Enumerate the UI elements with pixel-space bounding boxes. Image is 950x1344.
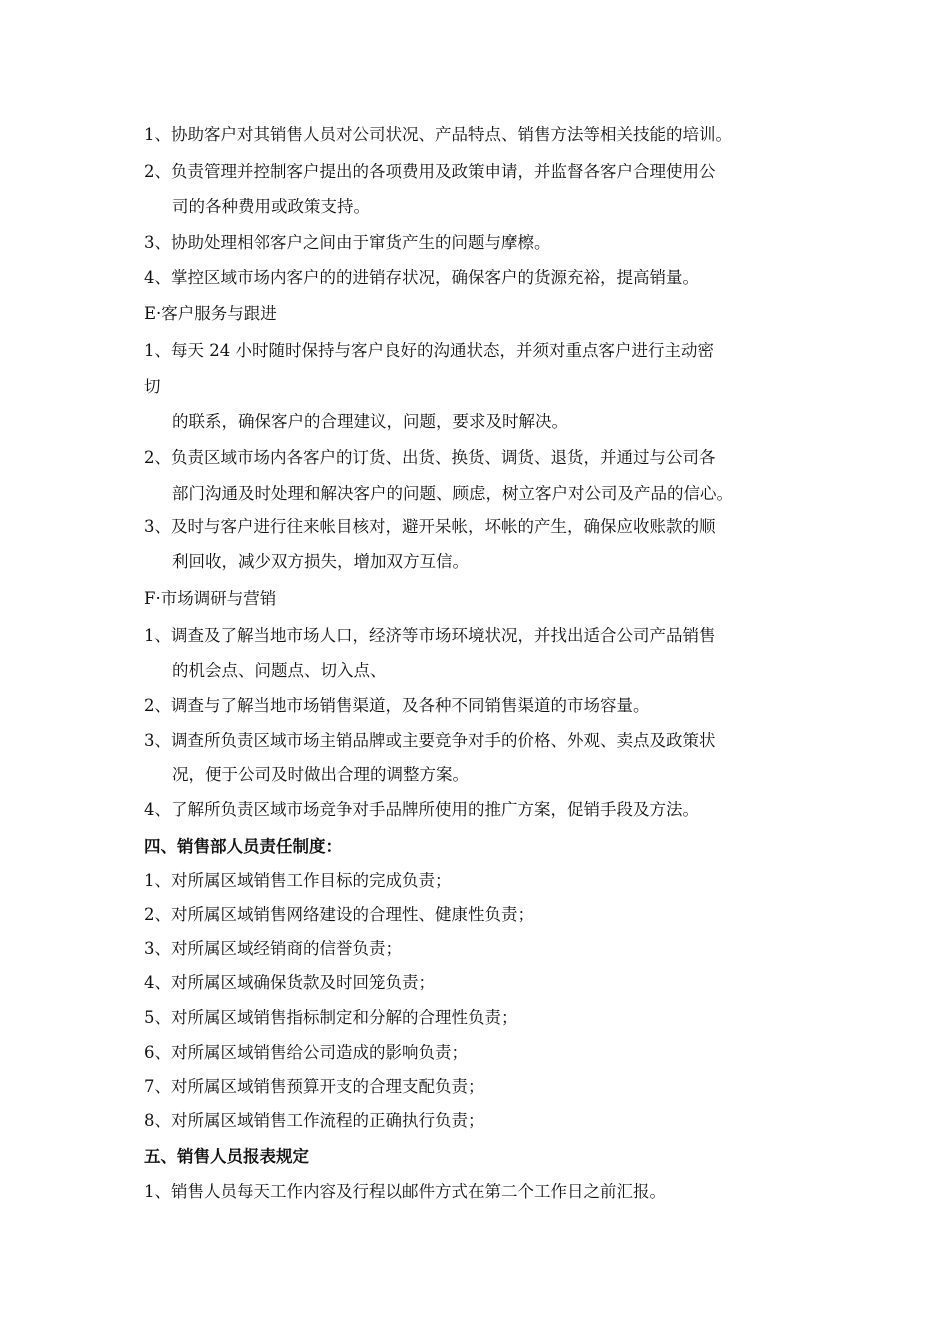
text-line: 的机会点、问题点、切入点、 [172, 661, 387, 680]
list-item: 1、对所属区域销售工作目标的完成负责； [144, 871, 452, 890]
text-line: 切 [144, 377, 161, 396]
text-line: 司的各种费用或政策支持。 [172, 197, 370, 216]
list-item: 7、对所属区域销售预算开支的合理支配负责； [144, 1077, 485, 1096]
list-item: 6、对所属区域销售给公司造成的影响负责； [144, 1043, 468, 1062]
section-label: E·客户服务与跟进 [144, 304, 277, 323]
text-line: 3、及时与客户进行往来帐目核对，避开呆帐，坏帐的产生，确保应收账款的顺 [144, 517, 716, 536]
text-line: 况，便于公司及时做出合理的调整方案。 [172, 765, 469, 784]
text-line: 的联系，确保客户的合理建议，问题，要求及时解决。 [172, 412, 568, 431]
text-line: 1、协助客户对其销售人员对公司状况、产品特点、销售方法等相关技能的培训。 [144, 125, 732, 144]
list-item: 3、对所属区域经销商的信誉负责； [144, 939, 402, 958]
text-line: 2、负责管理并控制客户提出的各项费用及政策申请，并监督各客户合理使用公 [144, 162, 716, 181]
section-heading: 四、销售部人员责任制度： [144, 837, 342, 856]
list-item: 2、对所属区域销售网络建设的合理性、健康性负责； [144, 905, 534, 924]
text-line: 1、调查及了解当地市场人口，经济等市场环境状况，并找出适合公司产品销售 [144, 626, 716, 645]
text-line: 部门沟通及时处理和解决客户的问题、顾虑，树立客户对公司及产品的信心。 [172, 484, 733, 503]
text-line: 1、每天 24 小时随时保持与客户良好的沟通状态，并须对重点客户进行主动密 [144, 341, 714, 360]
text-line: 3、调查所负责区域市场主销品牌或主要竞争对手的价格、外观、卖点及政策状 [144, 731, 716, 750]
text-line: 利回收，减少双方损失，增加双方互信。 [172, 552, 469, 571]
text-line: 3、协助处理相邻客户之间由于窜货产生的问题与摩檫。 [144, 233, 551, 252]
list-item: 8、对所属区域销售工作流程的正确执行负责； [144, 1111, 485, 1130]
text-line: 4、了解所负责区域市场竞争对手品牌所使用的推广方案，促销手段及方法。 [144, 800, 699, 819]
list-item: 5、对所属区域销售指标制定和分解的合理性负责； [144, 1008, 518, 1027]
section-label: F·市场调研与营销 [144, 589, 277, 608]
list-item: 1、销售人员每天工作内容及行程以邮件方式在第二个工作日之前汇报。 [144, 1182, 666, 1201]
text-line: 2、负责区域市场内各客户的订货、出货、换货、调货、退货，并通过与公司各 [144, 448, 716, 467]
text-line: 2、调查与了解当地市场销售渠道，及各种不同销售渠道的市场容量。 [144, 696, 650, 715]
list-item: 4、对所属区域确保货款及时回笼负责； [144, 973, 435, 992]
text-line: 4、掌控区域市场内客户的的进销存状况，确保客户的货源充裕，提高销量。 [144, 268, 699, 287]
section-heading: 五、销售人员报表规定 [144, 1147, 309, 1166]
